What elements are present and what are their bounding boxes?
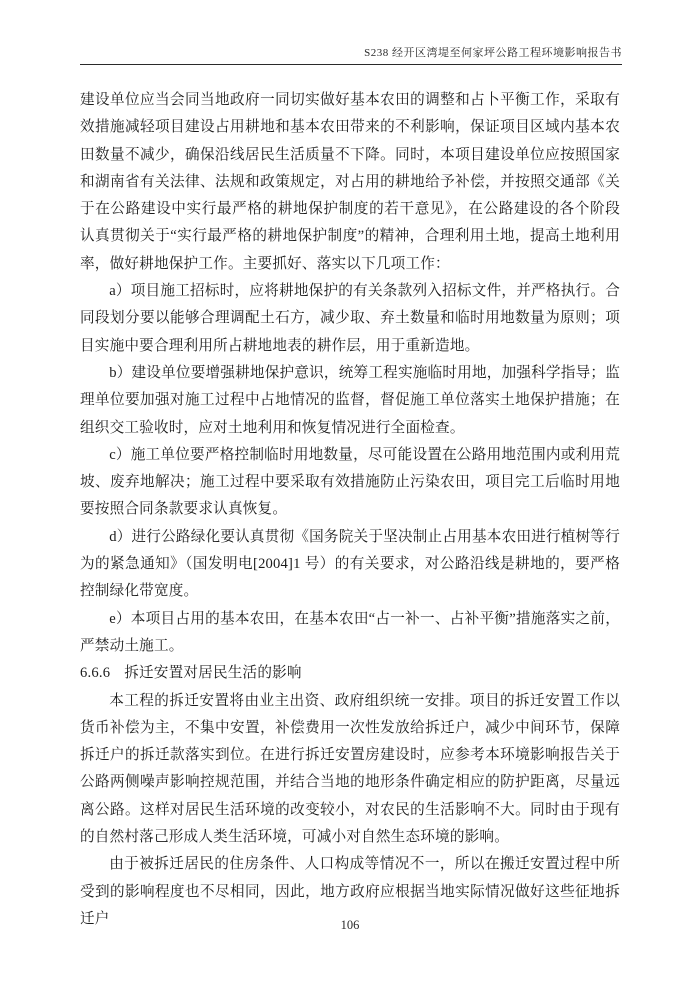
body-paragraph: 建设单位应当会同当地政府一同切实做好基本农田的调整和占卜平衡工作，采取有效措施减轻项目建设占用耕地和基本农田带来的不利影响，保证项目区域内基本农田数量不减少，确保沿线居民生活质量不下降。同时，本项目建设单位应按照国家和湖南省有关法律、法规和政策规定，对占用的耕地给予补偿，并按照交通部《关于在公路建设中实行最严格的耕地保护制度的若干意见》，在公路建设的各个阶段认真贯彻关于“实行最严格的耕地保护制度”的精神，合理利用土地，提高土地利用率，做好耕地保护工作。主要抓好、落实以下几项工作： — [80, 92, 620, 272]
body-paragraph: e）本项目占用的基本农田，在基本农田“占一补一、占补平衡”措施落实之前，严禁动土施工。 — [80, 610, 620, 654]
document-body — [80, 87, 620, 933]
body-paragraph: 由于被拆迁居民的住房条件、人口构成等情况不一，所以在搬迁安置过程中所受到的影响程度也不尽相同，因此，地方政府应根据当地实际情况做好这些征地拆迁户 — [80, 856, 620, 927]
section-heading — [80, 660, 620, 687]
header-rule — [80, 64, 622, 65]
body-paragraph: c）施工单位要严格控制临时用地数量，尽可能设置在公路用地范围内或利用荒坡、废弃地解决；施工过程中要采取有效措施防止污染农田，项目完工后临时用地要按照合同条款要求认真恢复。 — [80, 446, 620, 518]
section-heading-number: 6.6.6 — [80, 665, 111, 682]
body-paragraph: 本工程的拆迁安置将由业主出资、政府组织统一安排。项目的拆迁安置工作以货币补偿为主，不集中安置，补偿费用一次性发放给拆迁户，减少中间环节，保障拆迁户的拆迁款落实到位。在进行拆迁安置房建设时，应参考本环境影响报告关于公路两侧噪声影响控规范围，并结合当地的地形条件确定相应的防护距离，尽量远离公路。这样对居民生活环境的改变较小，对农民的生活影响不大。同时由于现有的自然村落己形成人类生活环境，可减小对自然生态环境的影响。 — [80, 692, 620, 846]
section-heading-title: 拆迁安置对居民生活的影响 — [124, 665, 302, 682]
page-number: 106 — [340, 918, 360, 932]
page-header-title: S238 经开区湾堤至何家坪公路工程环境影响报告书 — [364, 47, 622, 59]
body-paragraph: d）进行公路绿化要认真贯彻《国务院关于坚决制止占用基本农田进行植树等行为的紧急通知》（国发明电[2004]1 号）的有关要求，对公路沿线是耕地的，要严格控制绿化带宽度。 — [80, 528, 620, 600]
body-paragraph: b）建设单位要增强耕地保护意识，统筹工程实施临时用地，加强科学指导；监理单位要加强对施工过程中占地情况的监督，督促施工单位落实土地保护措施；在组织交工验收时，应对土地利用和恢复情况进行全面检查。 — [80, 364, 620, 436]
body-paragraph: a）项目施工招标时，应将耕地保护的有关条款列入招标文件，并严格执行。合同段划分要以能够合理调配土石方，减少取、弃土数量和临时用地数量为原则；项目实施中要合理利用所占耕地地表的耕作层，用于重新造地。 — [80, 283, 620, 354]
